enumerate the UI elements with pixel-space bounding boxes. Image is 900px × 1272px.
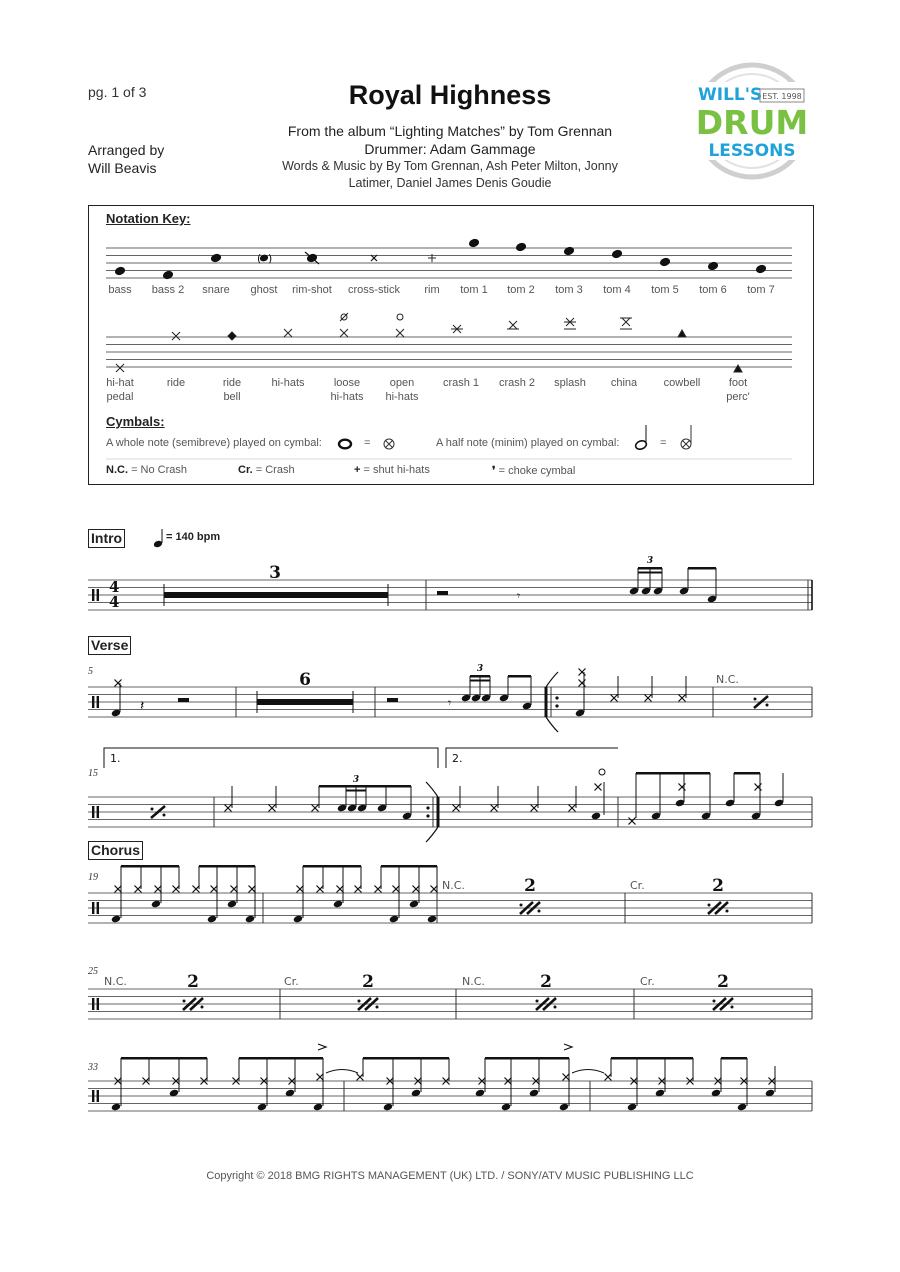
half-note-text: A half note (minim) played on cymbal: (436, 437, 620, 449)
key-label-crash2: crash 2 (498, 377, 536, 389)
key-label-hihat-pedal: hi-hat pedal (106, 377, 134, 403)
logo-bottom-text: LESSONS (708, 141, 796, 161)
logo-middle-text: DRUM (695, 103, 809, 142)
key-label-ride-bell: ride bell (222, 377, 242, 403)
system-verse (88, 664, 812, 732)
tuplet-3-verse: 3 (476, 664, 484, 674)
key-label-crash1: crash 1 (442, 377, 480, 389)
repeat-count-3: 2 (187, 972, 199, 992)
key-label-tom4: tom 4 (603, 284, 631, 296)
svg-text:𝄾: 𝄾 (448, 696, 452, 710)
key-label-rim: rim (424, 284, 440, 296)
drummer-line: Drummer: Adam Gammage (364, 141, 536, 157)
time-signature-top: 4 (109, 578, 120, 596)
key-label-bass2: bass 2 (151, 284, 185, 296)
verse-nc: N.C. (716, 673, 739, 686)
arranger-name: Will Beavis (88, 160, 157, 176)
repeat-count-4: 2 (362, 972, 374, 992)
shut-hihats-legend: + = shut hi-hats (354, 464, 430, 476)
key-label-open-hihats: open hi-hats (385, 377, 419, 403)
half-note-equals: = (660, 437, 667, 449)
notation-key-title: Notation Key: (106, 211, 191, 226)
key-label-foot-perc: foot perc' (726, 377, 750, 403)
ending-1: 1. (110, 752, 121, 765)
repeat-count-2: 2 (712, 876, 724, 896)
key-label-hihats: hi-hats (271, 377, 305, 389)
nc-legend: N.C. = No Crash (106, 464, 188, 476)
bar-number-19: 19 (88, 872, 98, 883)
system-chorus (88, 865, 812, 923)
key-label-tom6: tom 6 (699, 284, 727, 296)
whole-note-equals: = (364, 437, 371, 449)
chorus-nc: N.C. (442, 879, 465, 892)
key-label-tom7: tom 7 (747, 284, 775, 296)
key-label-cowbell: cowbell (663, 377, 701, 389)
repeats-cr-2: Cr. (640, 975, 655, 988)
tuplet-3-intro: 3 (646, 556, 654, 566)
half-rest (437, 591, 448, 595)
key-label-ride: ride (166, 377, 186, 389)
key-label-splash: splash (554, 377, 586, 389)
copyright: Copyright © 2018 BMG RIGHTS MANAGEMENT (UK) LTD. / SONY/ATV MUSIC PUBLISHING LLC (206, 1170, 694, 1182)
credits-line-2: Latimer, Daniel James Denis Goudie (348, 176, 552, 190)
cymbals-title: Cymbals: (106, 414, 165, 429)
bar-number-25: 25 (88, 966, 98, 977)
repeat-count-5: 2 (540, 972, 552, 992)
section-intro: Intro (88, 529, 125, 548)
arranged-by-label: Arranged by (88, 142, 165, 158)
key-label-snare: snare (202, 284, 230, 296)
bar-number-5: 5 (88, 666, 93, 677)
svg-text:(: ( (257, 252, 262, 265)
key-label-tom3: tom 3 (555, 284, 583, 296)
credits-line-1: Words & Music by By Tom Grennan, Ash Peter Milton, Jonny (282, 159, 618, 173)
repeats-nc-1: N.C. (104, 975, 127, 988)
multirest-intro-count: 3 (269, 563, 281, 583)
key-label-cross-stick: cross-stick (348, 284, 400, 296)
tempo-marking: = 140 bpm (166, 531, 221, 543)
repeats-cr-1: Cr. (284, 975, 299, 988)
key-label-loose-hihats: loose hi-hats (330, 377, 364, 403)
section-chorus: Chorus (88, 841, 143, 860)
cr-legend: Cr. = Crash (238, 464, 295, 476)
tuplet-3-ending: 3 (352, 775, 360, 785)
system-chorus-repeats (88, 972, 812, 1019)
logo-badge: EST. 1998 (762, 92, 802, 101)
multirest-intro-bar (164, 592, 388, 598)
multirest-verse-bar (257, 699, 353, 705)
repeat-count-6: 2 (717, 972, 729, 992)
time-signature-bottom: 4 (109, 593, 120, 611)
multirest-verse-count: 6 (299, 670, 311, 690)
system-intro (88, 556, 812, 611)
ending-2: 2. (452, 752, 463, 765)
key-label-tom2: tom 2 (507, 284, 535, 296)
chorus-cr: Cr. (630, 879, 645, 892)
choke-legend: ❜ = choke cymbal (492, 465, 576, 477)
system-final (88, 1044, 812, 1111)
key-label-tom5: tom 5 (651, 284, 679, 296)
song-title: Royal Highness (348, 80, 552, 110)
key-label-tom1: tom 1 (460, 284, 488, 296)
key-label-bass: bass (108, 284, 132, 296)
svg-text:): ) (268, 252, 273, 265)
svg-text:𝄽: 𝄽 (140, 698, 145, 714)
key-label-china: china (610, 377, 638, 389)
bar-number-15: 15 (88, 768, 98, 779)
system-verse-endings (88, 748, 812, 842)
page-number: pg. 1 of 3 (88, 84, 147, 100)
svg-text:𝄾: 𝄾 (517, 589, 521, 603)
key-label-ghost: ghost (250, 284, 278, 296)
album-line: From the album “Lighting Matches” by Tom Grennan (287, 123, 613, 139)
repeats-nc-2: N.C. (462, 975, 485, 988)
bar-number-33: 33 (88, 1062, 98, 1073)
repeat-count-1: 2 (524, 876, 536, 896)
section-verse: Verse (88, 636, 131, 655)
logo-top-text: WILL'S (698, 85, 763, 105)
key-label-rimshot: rim-shot (292, 284, 332, 296)
whole-note-text: A whole note (semibreve) played on cymbal: (106, 437, 322, 449)
